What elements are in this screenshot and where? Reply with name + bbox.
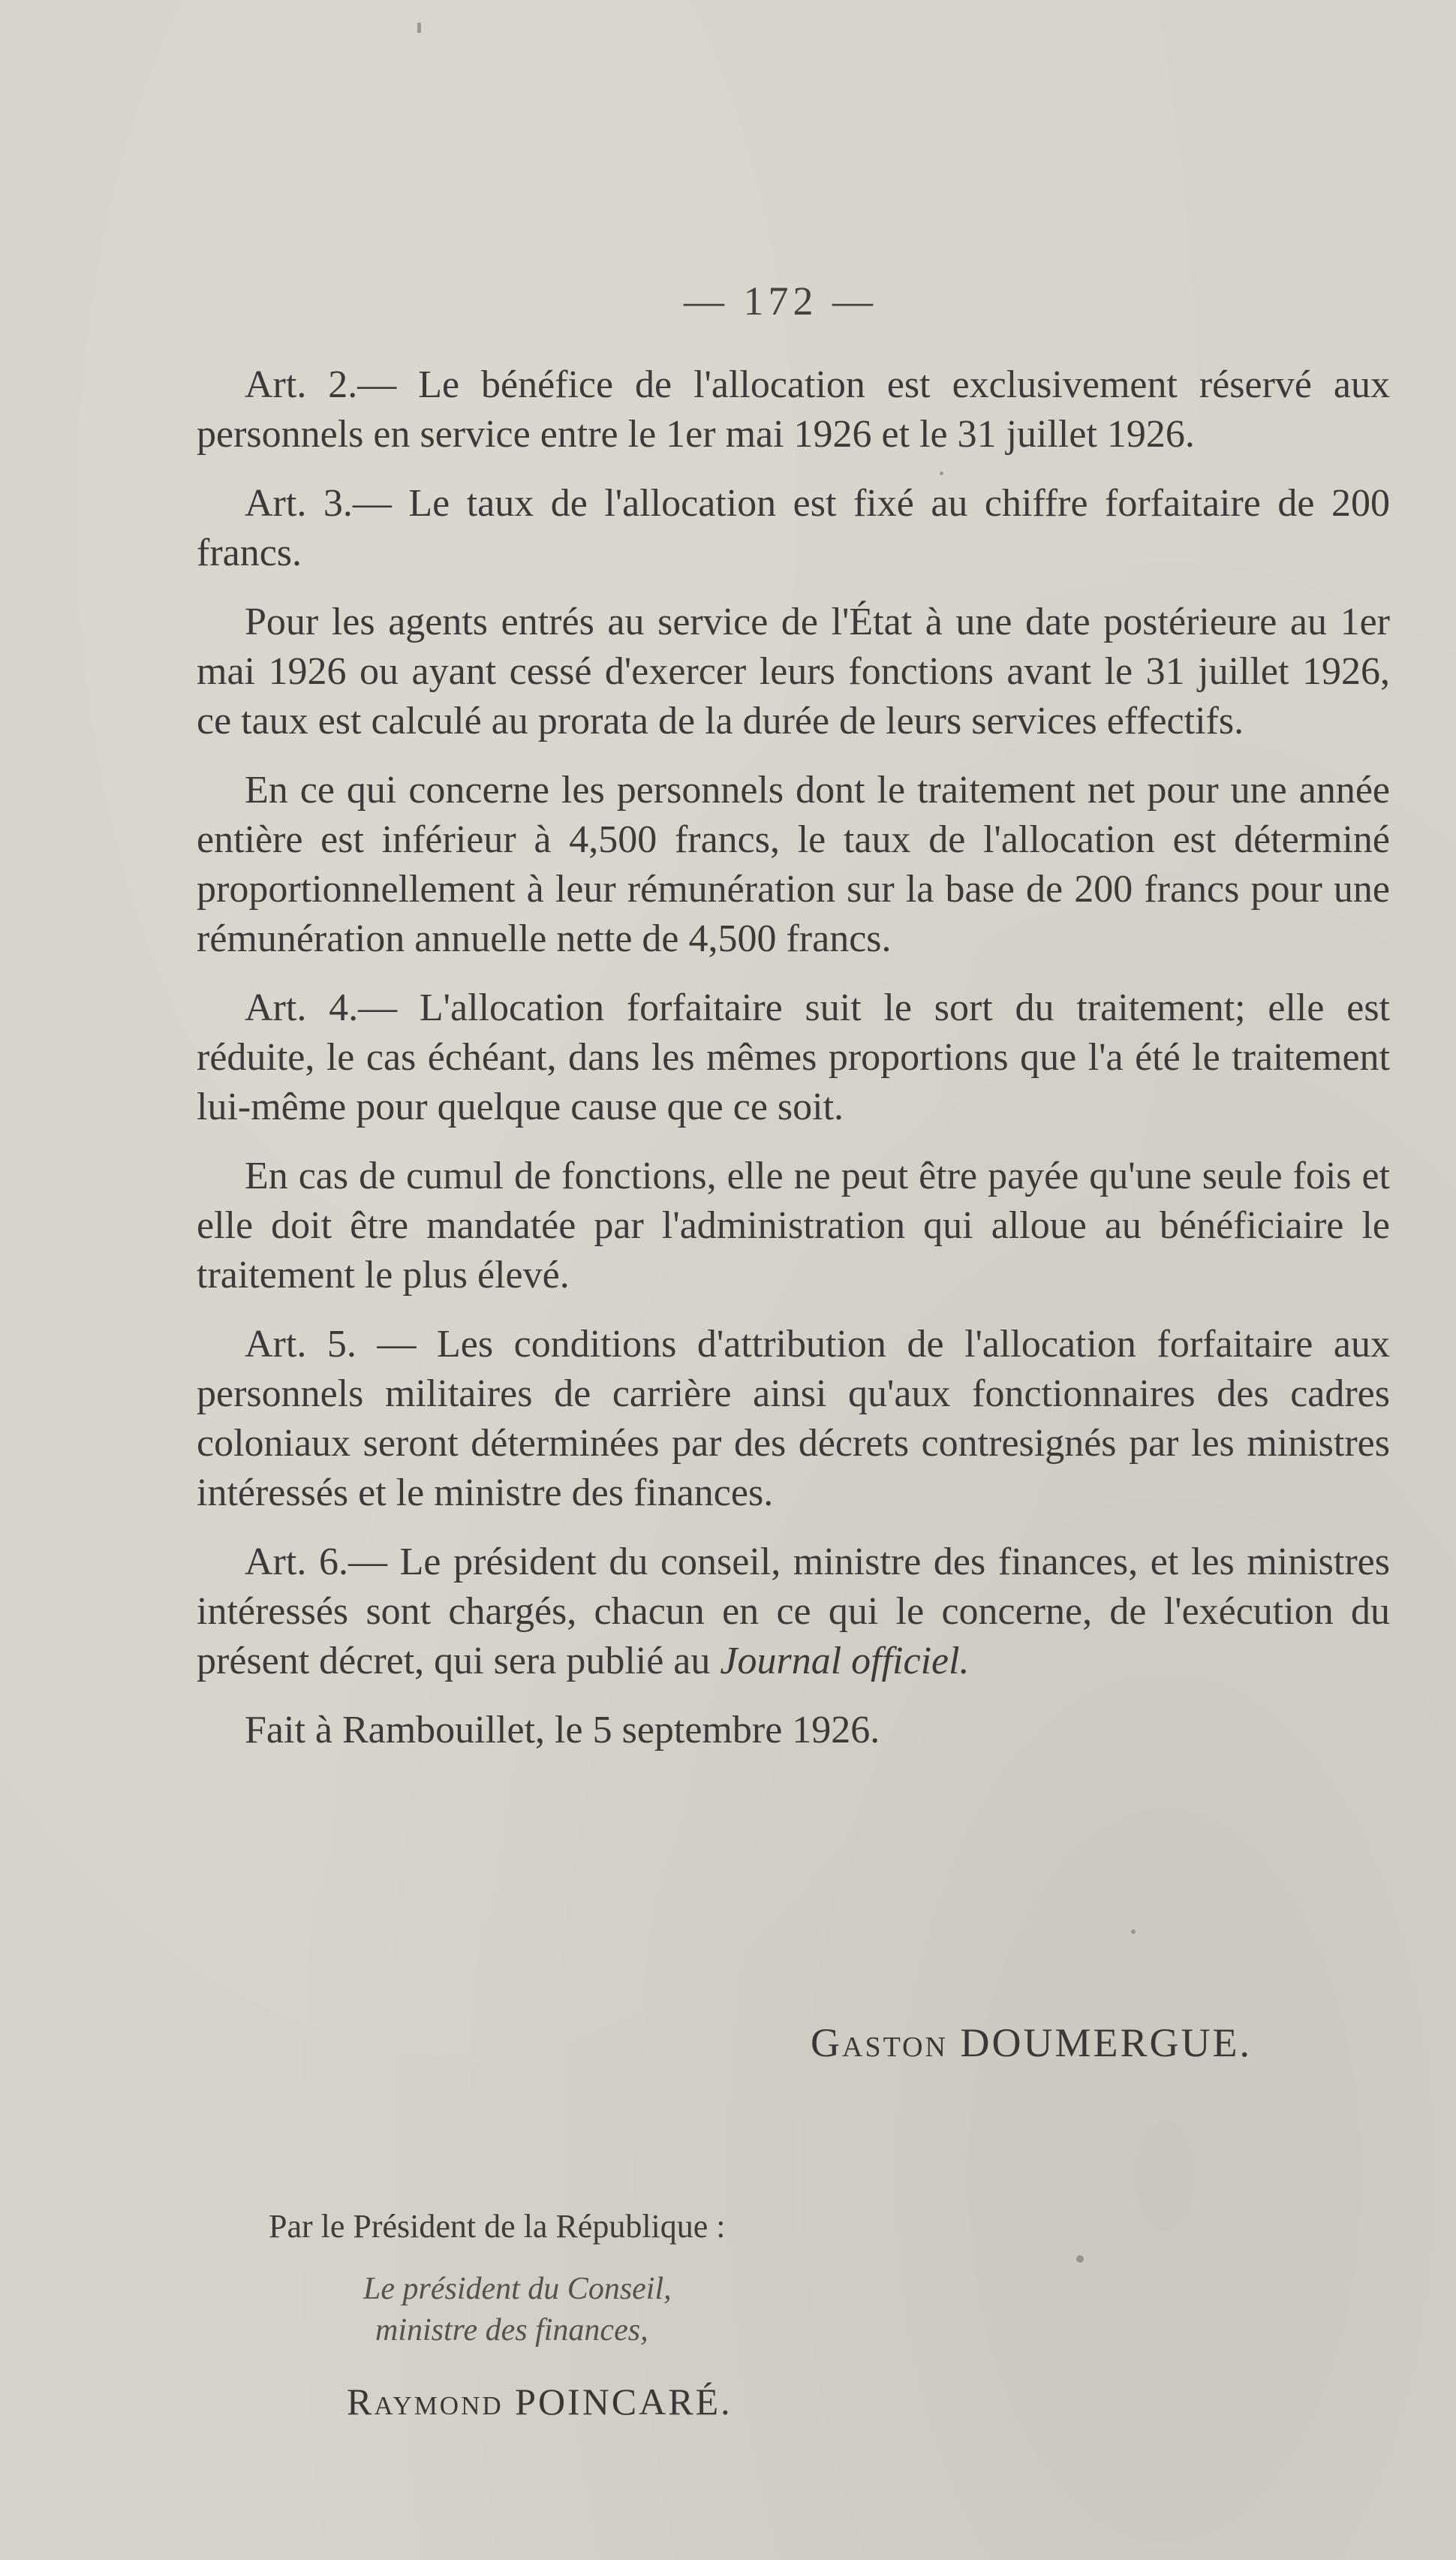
paragraph-date-place: Fait à Rambouillet, le 5 septembre 1926. [245, 1709, 880, 1751]
countersign-name: Raymond POINCARÉ. [347, 2381, 733, 2423]
paragraph-art-3: Art. 3.— Le taux de l'allocation est fixé au chiffre forfaitaire de 200 francs. [197, 482, 1390, 574]
paragraph-art-6 [197, 1538, 1390, 1686]
paragraph-prorata: Pour les agents entrés au service de l'État à une date postérieure au 1er mai 1926 ou ayant cessé d'exercer leurs fonctions avant le 31 juillet 1926, ce taux est calculé au prorata de la durée de leurs services effectifs. [197, 601, 1390, 742]
paragraph-cumul: En cas de cumul de fonctions, elle ne peut être payée qu'une seule fois et elle doit être mandatée par l'administration qui alloue au bénéficiaire le traitement le plus élevé. [197, 1155, 1390, 1297]
decree-text [197, 360, 1390, 1775]
paragraph-low-salary: En ce qui concerne les personnels dont le traitement net pour une année entière est inférieur à 4,500 francs, le taux de l'allocation est déterminé proportionnellement à leur rémunération sur la base de 200 francs pour une rémunération annuelle nette de 4,500 francs. [197, 769, 1390, 960]
paper-speck [1131, 1929, 1136, 1934]
paper-speck [1076, 2255, 1084, 2263]
paragraph-art-2: Art. 2.— Le bénéfice de l'allocation est exclusivement réservé aux personnels en service entre le 1er mai 1926 et le 31 juillet 1926. [197, 363, 1390, 456]
paper-speck [417, 23, 421, 33]
paragraph-art-5: Art. 5. — Les conditions d'attribution de l'allocation forfaitaire aux personnels militaires de carrière ainsi qu'aux fonctionnaires des cadres coloniaux seront déterminées par des décrets contresignés par les ministres intéressés et le ministre des finances. [197, 1323, 1390, 1514]
paper-speck [940, 471, 943, 475]
journal-title: Journal officiel. [720, 1640, 970, 1682]
page-number: — 172 — [684, 279, 877, 324]
countersign-intro: Par le Président de la République : [269, 2208, 726, 2245]
paragraph-art-4: Art. 4.— L'allocation forfaitaire suit le sort du traitement; elle est réduite, le cas échéant, dans les mêmes proportions que l'a été le traitement lui-même pour quelque cause que ce soit. [197, 986, 1390, 1128]
countersign-role-line-1: Le président du Conseil, [363, 2272, 672, 2306]
countersign-role-line-2: ministre des finances, [375, 2313, 648, 2348]
signature-president: Gaston DOUMERGUE. [811, 2020, 1252, 2065]
paragraph-art-6-text: Art. 6.— Le président du conseil, ministre des finances, et les ministres intéressés sont chargés, chacun en ce qui le concerne, de l'exécution du présent décret, qui sera publié au [197, 1541, 1390, 1682]
